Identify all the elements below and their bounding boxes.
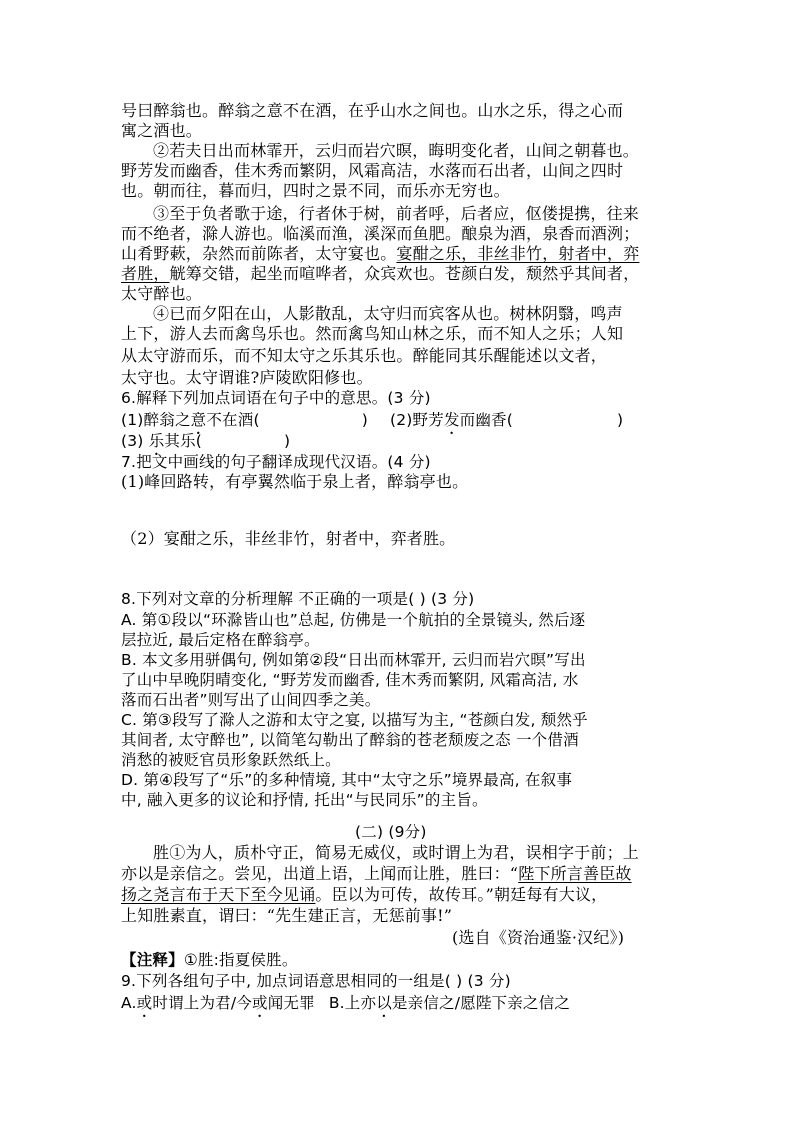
- passage1-line: 野芳发而幽香，佳木秀而繁阴，风霜高洁，水落而石出者，山间之四时: [121, 161, 624, 180]
- underlined-sentence: 者胜，: [121, 264, 170, 283]
- passage1-line: 太守醉也。: [121, 284, 203, 303]
- q8-option-a: 层拉近, 最后定格在醉翁亭。: [121, 631, 320, 649]
- q6-item3: (3): [121, 432, 149, 450]
- annotation-label: 【注释】: [121, 951, 184, 969]
- q9-option-a-text: 时谓上为君/今: [152, 994, 252, 1012]
- q8-option-c: 消愁的被贬官员形象跃然纸上。: [121, 751, 341, 769]
- passage2-text: 亦以是亲信之。尝见，出道上语，上闻而让胜，胜曰：“: [121, 864, 519, 883]
- passage2-text: 。臣以为可传，故传耳。”朝廷每有大议，: [315, 885, 608, 904]
- q8-option-d: 中, 融入更多的议论和抒情, 托出“与民同乐”的主旨。: [121, 791, 488, 809]
- q8-option-a: A. 第①段以“环滁皆山也”总起, 仿佛是一个航拍的全景镜头, 然后逐: [121, 611, 586, 629]
- paren-close: ): [617, 411, 624, 429]
- q7-item1: (1)峰回路转，有亭翼然临于泉上者，醉翁亭也。: [121, 472, 469, 491]
- q6-item3-tail: 其乐(: [164, 432, 203, 450]
- paren-close: ): [284, 432, 291, 450]
- section-heading: (二) (9分): [355, 823, 427, 841]
- dotted-word: 或: [136, 994, 153, 1012]
- dotted-word: 或: [252, 994, 268, 1012]
- passage1-line: ④已而夕阳在山，人影散乱，太守归而宾客从也。树林阴翳，鸣声: [153, 304, 623, 323]
- dotted-word: 以: [376, 994, 392, 1012]
- passage1-line: 号曰醉翁也。醉翁之意不在酒，在乎山水之间也。山水之乐，得之心而: [121, 101, 624, 120]
- passage1-line: 太守也。太守谓谁?庐陵欧阳修也。: [121, 368, 373, 387]
- q9-option-b: B.上亦: [328, 994, 377, 1012]
- passage2-line: 上知胜素直，谓曰：“先生建正言，无惩前事!”: [121, 906, 453, 925]
- underlined-sentence: 扬之尧言布于天下至今见诵: [121, 885, 316, 904]
- annotation-text: ①胜:指夏侯胜。: [183, 951, 298, 969]
- passage1-line: ③至于负者歌于途，行者休于树，前者呼，后者应，伛偻提携，往来: [153, 204, 640, 223]
- passage1-text: 觥筹交错，起坐而喧哗者，众宾欢也。苍颜白发，颓然乎其间者，: [169, 264, 640, 283]
- dotted-word: 乐: [148, 432, 165, 450]
- q6-item2-tail: 而幽香(: [459, 411, 513, 429]
- q9-option-b-text: 是亲信之/愿陛下亲之信之: [391, 994, 571, 1012]
- dotted-word: 发: [443, 411, 460, 429]
- passage1-line: 而不绝者，滁人游也。临溪而渔，溪深而鱼肥。酿泉为酒，泉香而酒洌；: [121, 224, 640, 243]
- dotted-word: 意: [190, 411, 207, 429]
- passage2-line: [121, 864, 632, 884]
- q6-item1: (1)醉翁之: [121, 411, 191, 429]
- passage1-text: 山肴野蔌，杂然而前陈者，太守宴也。: [121, 244, 397, 263]
- q8-option-c: 其间者, 太守醉也”, 以简笔勾勒出了醉翁的苍老颓废之态 一个借酒: [121, 731, 579, 749]
- q9-option-a-tail: 闻无罪: [267, 994, 315, 1012]
- q8-option-b: 了山中早晚阴晴变化, “野芳发而幽香, 佳木秀而繁阴, 风霜高洁, 水: [121, 671, 579, 689]
- q6-item1-tail: 不在酒(: [206, 411, 260, 429]
- passage1-line: 寓之酒也。: [121, 121, 203, 140]
- q8-option-d: D. 第④段写了“乐”的多种情境, 其中“太守之乐”境界最高, 在叙事: [121, 771, 573, 789]
- passage1-line: [121, 244, 639, 264]
- q7-stem: 7.把文中画线的句子翻译成现代汉语。(4 分): [121, 453, 431, 471]
- q8-option-b: 落而石出者”则写出了山间四季之美。: [121, 691, 381, 709]
- q6-stem: 6.解释下列加点词语在句子中的意思。(3 分): [121, 389, 431, 407]
- q8-stem: 8.下列对文章的分析理解 不正确的一项是( ) (3 分): [121, 590, 475, 608]
- passage1-line: 也。朝而往，暮而归，四时之景不同，而乐亦无穷也。: [121, 181, 510, 200]
- q9-options: [121, 993, 570, 1021]
- passage1-line: ②若夫日出而林霏开，云归而岩穴暝，晦明变化者，山间之朝暮也。: [153, 141, 640, 160]
- annotation: [121, 950, 298, 970]
- underlined-sentence: 陛下所言善臣故: [518, 864, 632, 883]
- q6-item2: (2)野芳: [389, 411, 444, 429]
- q8-option-b: B. 本文多用骈偶句, 例如第②段“日出而林霏开, 云归而岩穴暝”写出: [121, 651, 586, 669]
- passage2-line: [121, 885, 607, 905]
- q9-option-a: A.: [121, 994, 137, 1012]
- q7-item2: （2）宴酣之乐，非丝非竹，射者中，弈者胜。: [121, 529, 456, 548]
- passage1-line: 从太守游而乐，而不知太守之乐其乐也。醉能同其乐醒能述以文者，: [121, 346, 608, 365]
- passage1-line: [121, 264, 639, 284]
- source-citation: (选自《资治通鉴·汉纪》): [452, 928, 625, 947]
- underlined-sentence: 宴酣之乐，非丝非竹，射者中，弈: [396, 244, 640, 263]
- q9-stem: 9.下列各组句子中, 加点词语意思相同的一组是( ) (3 分): [121, 972, 511, 990]
- passage1-line: 上下，游人去而禽鸟乐也。然而禽鸟知山林之乐，而不知人之乐；人知: [121, 324, 624, 343]
- q8-option-c: C. 第③段写了滁人之游和太守之宴, 以描写为主, “苍颜白发, 颓然乎: [121, 711, 588, 729]
- paren-close: ): [361, 411, 368, 429]
- passage2-line: 胜①为人，质朴守正，简易无威仪，或时谓上为君，误相字于前；上: [153, 843, 640, 862]
